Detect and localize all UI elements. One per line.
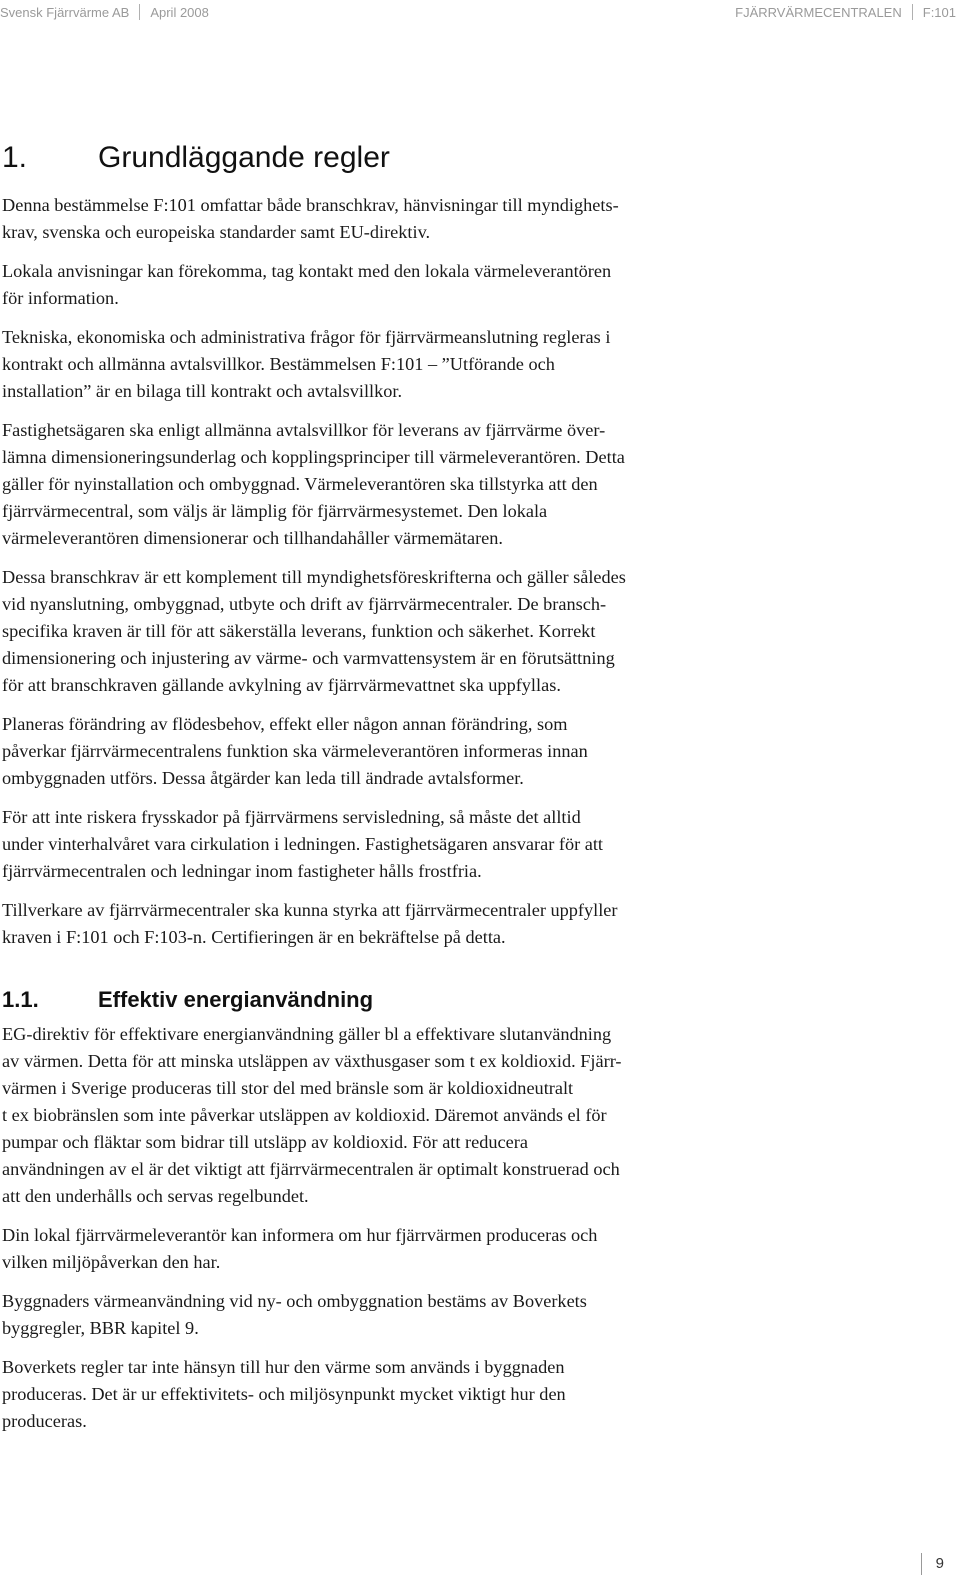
paragraph: Fastighetsägaren ska enligt allmänna avtalsvillkor för leverans av fjärrvärme över- lämna dimensioneringsunderlag och kopplingsprinciper till värmeleverantören. Detta gäller för nyinstallation och ombyggnad. Värmeleverantören ska tillstyrka att den fjärrvärmecentral, som väljs är lämplig för fjärrvärmesystemet. Den lokala värmeleverantören dimensionerar och tillhandahåller värmemätaren. — [2, 420, 625, 548]
subsection-title: Effektiv energianvändning — [98, 987, 374, 1012]
page-number: 9 — [921, 1553, 944, 1575]
paragraph: Tillverkare av fjärrvärmecentraler ska kunna styrka att fjärrvärmecentraler uppfyller kraven i F:101 och F:103-n. Certifieringen är en bekräftelse på detta. — [2, 900, 618, 947]
subsection-heading — [2, 985, 792, 1015]
header-right — [735, 4, 956, 20]
section-number: 1. — [2, 141, 28, 174]
header-left — [0, 4, 209, 20]
section-title: Grundläggande regler — [98, 141, 390, 174]
paragraph: EG-direktiv för effektivare energianvändning gäller bl a effektivare slutanvändning av värmen. Detta för att minska utsläppen av växthusgaser som t ex koldioxid. Fjärr- värmen i Sverige produceras till stor del med bränsle som är koldioxidneutralt t ex biobränslen som inte påverkar utsläppen av koldioxid. Däremot används el för pumpar och fläktar som bidrar till utsläpp av koldioxid. För att reducera användningen av el är det viktigt att fjärrvärmecentralen är optimalt konstruerad och att den underhålls och servas regelbundet. — [2, 1024, 622, 1206]
paragraph: För att inte riskera frysskador på fjärrvärmens servisledning, så måste det alltid under vinterhalvåret vara cirkulation i ledningen. Fastighetsägaren ansvarar för att fjärrvärmecentralen och ledningar inom fastigheter hålls frostfria. — [2, 807, 604, 881]
paragraph: Tekniska, ekonomiska och administrativa frågor för fjärrvärmeanslutning regleras i kontrakt och allmänna avtalsvillkor. Bestämmelsen F:101 – ”Utförande och installation” är en bilaga till kontrakt och avtalsvillkor. — [2, 327, 611, 401]
paragraph: Planeras förändring av flödesbehov, effekt eller någon annan förändring, som påverkar fjärrvärmecentralens funktion ska värmeleverantören informeras innan ombyggnaden utförs. Dessa åtgärder kan leda till ändrade avtalsformer. — [2, 714, 588, 788]
paragraph: Dessa branschkrav är ett komplement till myndighetsföreskrifterna och gäller således vid nyanslutning, ombyggnad, utbyte och drift av fjärrvärmecentraler. De bransch- specifika kraven är till för att säkerställa leverans, funktion och säkerhet. Korrekt dimensionering och injustering av värme- och varmvattensystem är en förutsättning för att branschkraven gällande avkylning av fjärrvärmevattnet ska uppfyllas. — [2, 567, 626, 695]
paragraph: Byggnaders värmeanvändning vid ny- och ombyggnation bestäms av Boverkets byggregler, BBR kapitel 9. — [2, 1291, 587, 1338]
header-divider — [139, 4, 140, 20]
paragraph: Din lokal fjärrvärmeleverantör kan informera om hur fjärrvärmen produceras och vilken miljöpåverkan den har. — [2, 1225, 598, 1272]
header-section: FJÄRRVÄRMECENTRALEN — [735, 4, 902, 20]
page-header — [0, 4, 960, 24]
header-date: April 2008 — [150, 4, 209, 20]
paragraph: Lokala anvisningar kan förekomma, tag kontakt med den lokala värmeleverantören för information. — [2, 261, 612, 308]
document-body — [2, 138, 792, 1447]
paragraph: Denna bestämmelse F:101 omfattar både branschkrav, hänvisningar till myndighets- krav, svenska och europeiska standarder samt EU-direktiv. — [2, 195, 619, 242]
subsection-number: 1.1. — [2, 987, 39, 1012]
header-doc-id: F:101 — [922, 4, 956, 20]
header-company: Svensk Fjärrvärme AB — [0, 4, 130, 20]
section-heading — [2, 138, 792, 178]
header-divider — [912, 4, 913, 20]
paragraph: Boverkets regler tar inte hänsyn till hur den värme som används i byggnaden produceras. Det är ur effektivitets- och miljösynpunkt mycket viktigt hur den produceras. — [2, 1357, 566, 1431]
